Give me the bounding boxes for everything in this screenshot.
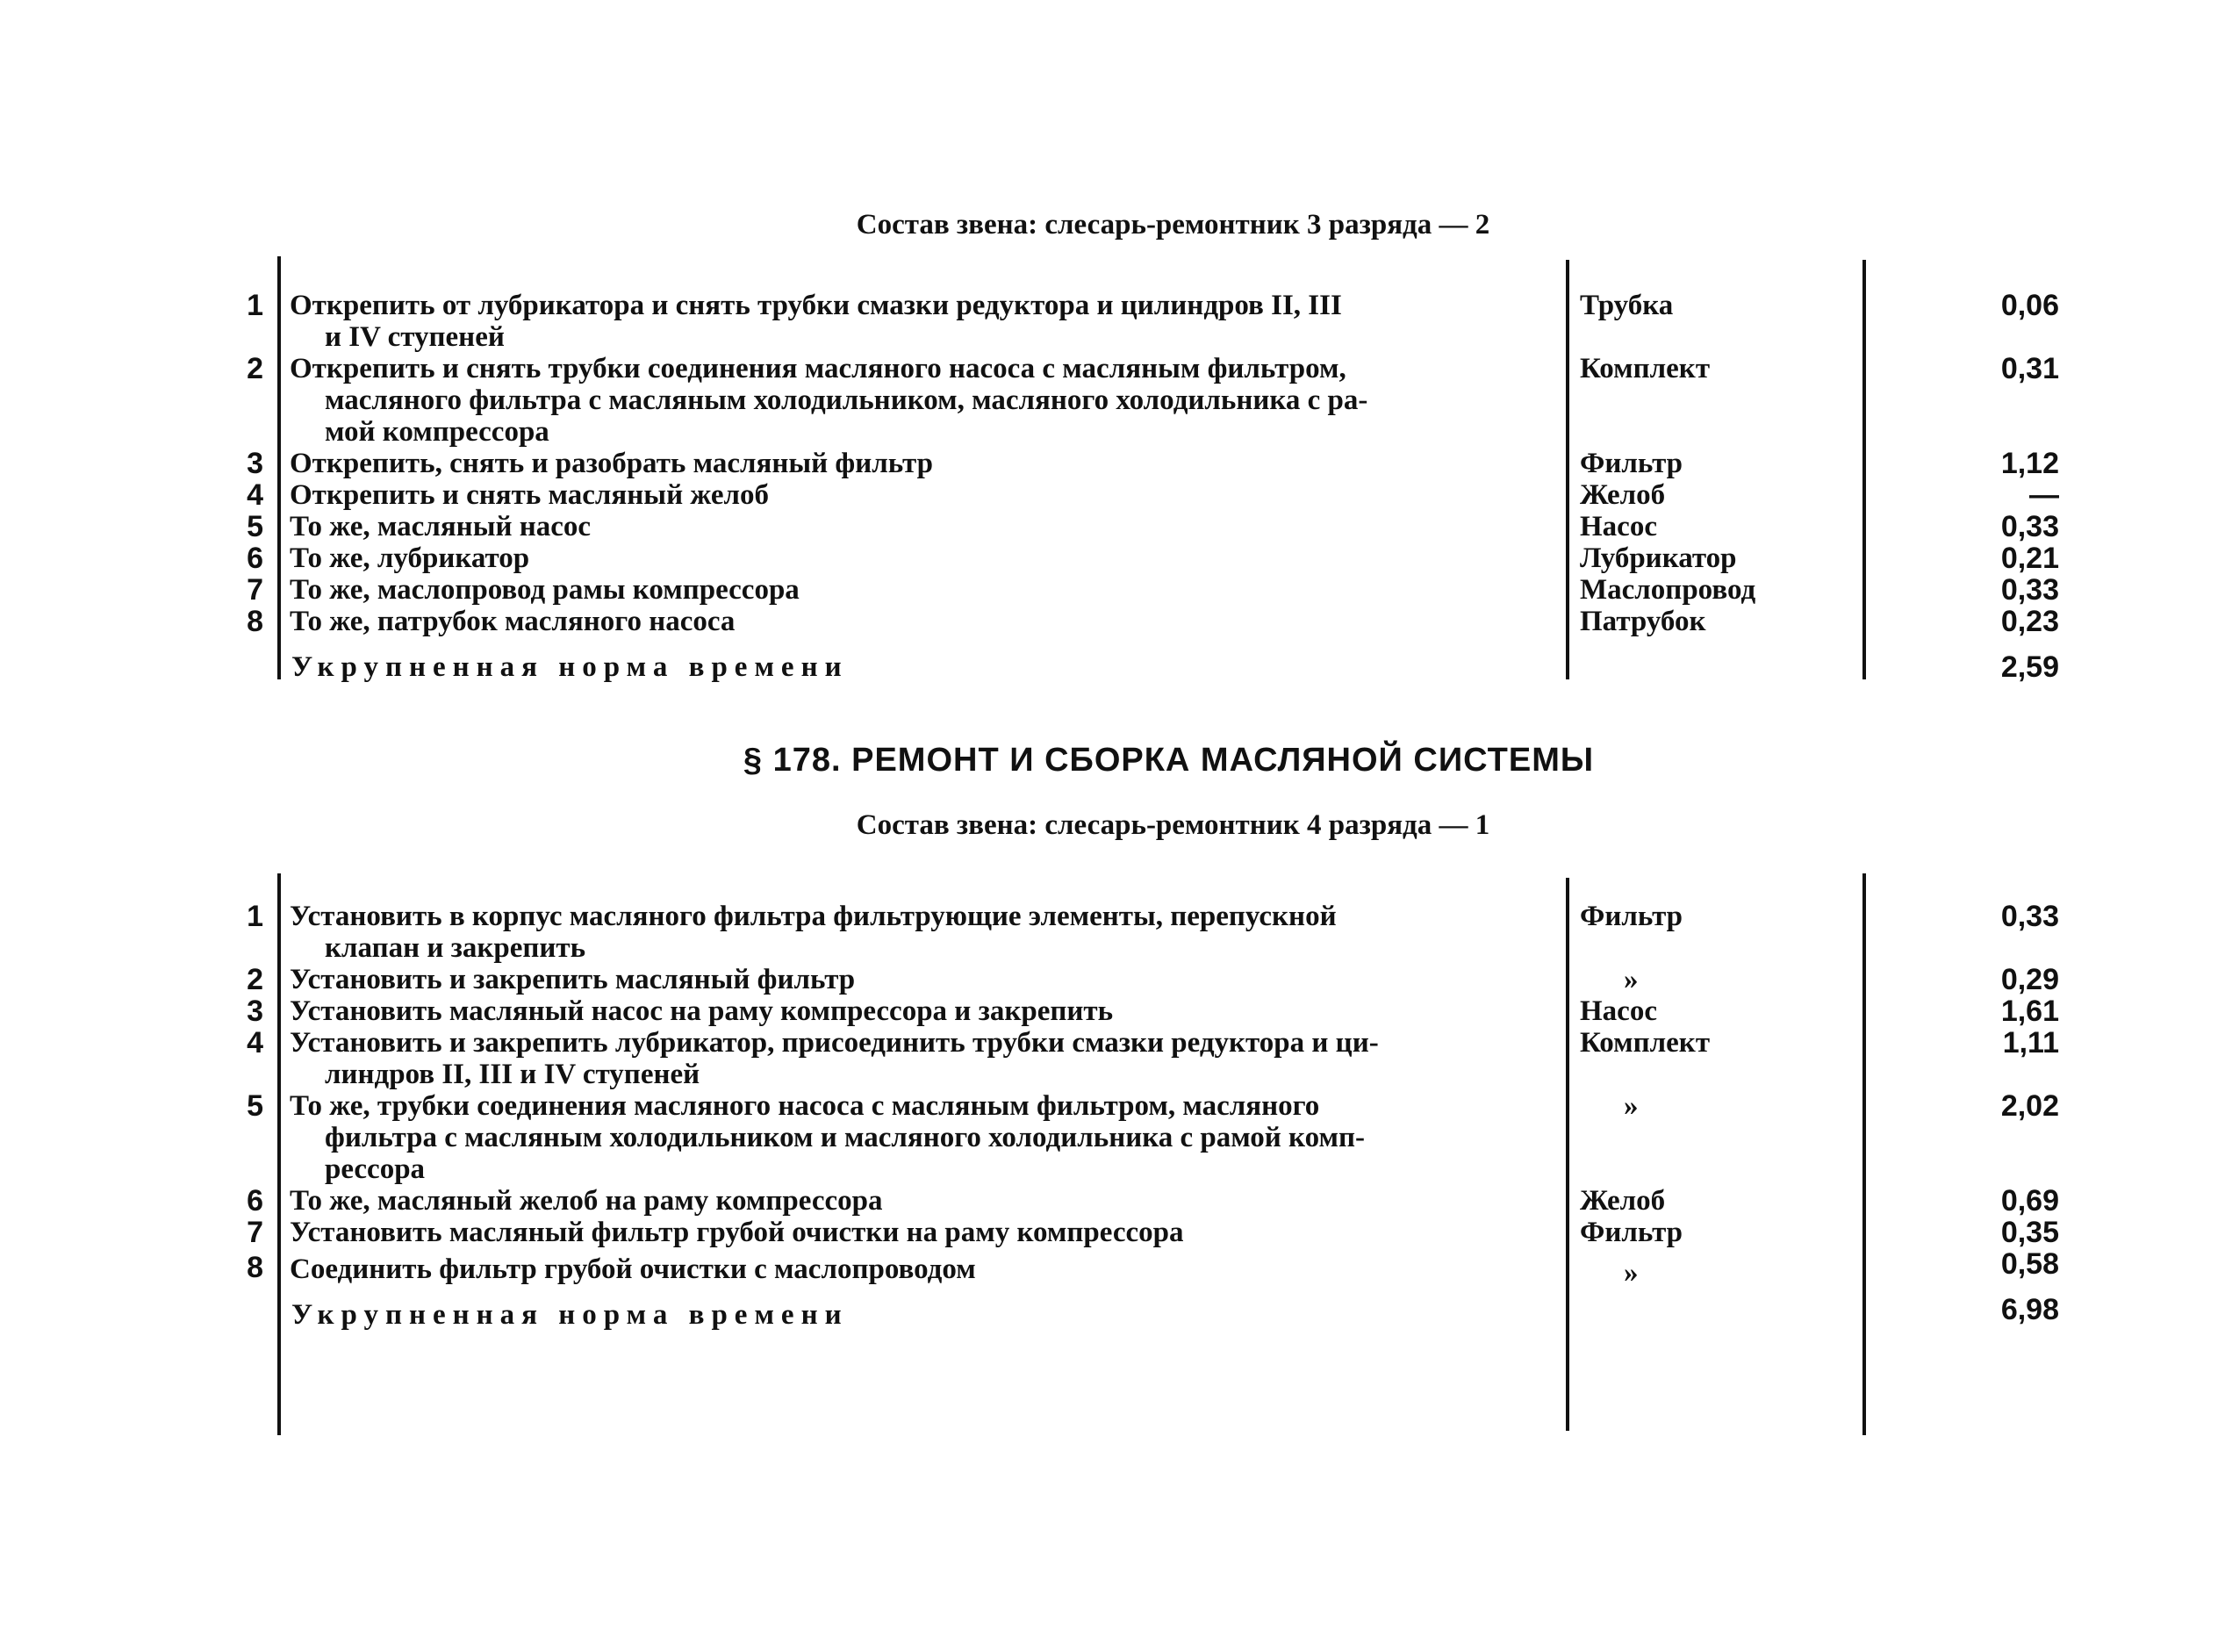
unit-cell: Желоб <box>1580 1185 1666 1217</box>
unit-cell: Комплект <box>1580 1027 1711 1059</box>
unit-cell: Фильтр <box>1580 448 1683 479</box>
row-number: 8 <box>247 605 263 638</box>
crew-composition-2: Состав звена: слесарь-ремонтник 4 разряда — 1 <box>856 809 1490 841</box>
time-value: 0,33 <box>2000 900 2059 933</box>
row-number: 3 <box>247 995 263 1028</box>
time-value: 1,11 <box>2002 1026 2059 1059</box>
operation-text: Установить масляный насос на раму компрессора и закрепить <box>290 995 1114 1027</box>
row-number: 2 <box>247 352 263 385</box>
row-number: 2 <box>247 963 263 996</box>
operation-text: Установить масляный фильтр грубой очистки на раму компрессора <box>290 1217 1184 1248</box>
operation-text: Установить в корпус масляного фильтра фильтрующие элементы, перепускной клапан и закрепить <box>290 901 1337 964</box>
operation-text: То же, масляный желоб на раму компрессора <box>290 1185 883 1217</box>
row-number: 7 <box>247 573 263 607</box>
operation-text: Открепить и снять масляный желоб <box>290 479 769 511</box>
operation-text: То же, трубки соединения масляного насоса с масляным фильтром, масляного фильтра с масляным холодильником и масляного холодильника с рамой комп- рессора <box>290 1090 1365 1185</box>
time-value: 1,61 <box>2000 995 2059 1028</box>
row-number: 1 <box>247 900 263 933</box>
section-title: § 178. РЕМОНТ И СБОРКА МАСЛЯНОЙ СИСТЕМЫ <box>743 742 1595 779</box>
ditto-mark: » <box>1624 1090 1639 1122</box>
row-number: 8 <box>247 1251 263 1284</box>
total-norm-label: Укрупненная норма времени <box>291 1299 849 1331</box>
time-value: 0,31 <box>2000 352 2059 385</box>
ditto-mark: » <box>1624 1257 1639 1289</box>
time-value: 0,33 <box>2000 573 2059 607</box>
time-value: 2,02 <box>2000 1089 2059 1123</box>
time-value: — <box>2029 478 2059 512</box>
operation-text: Соединить фильтр грубой очистки с маслопроводом <box>290 1253 976 1285</box>
row-number: 6 <box>247 1184 263 1217</box>
table1-right-rule <box>1862 260 1866 679</box>
unit-cell: Маслопровод <box>1580 574 1756 606</box>
time-value: 0,69 <box>2000 1184 2059 1217</box>
table2-left-rule <box>277 873 281 1435</box>
table2-right-rule <box>1862 873 1866 1435</box>
unit-cell: Патрубок <box>1580 606 1706 637</box>
row-number: 7 <box>247 1216 263 1249</box>
unit-cell: Желоб <box>1580 479 1666 511</box>
operation-text: То же, маслопровод рамы компрессора <box>290 574 800 606</box>
operation-text: Открепить, снять и разобрать масляный фильтр <box>290 448 933 479</box>
unit-cell: Лубрикатор <box>1580 542 1737 574</box>
unit-cell: Комплект <box>1580 353 1711 384</box>
time-value: 0,58 <box>2000 1247 2059 1281</box>
row-number: 5 <box>247 1089 263 1123</box>
total-norm-label: Укрупненная норма времени <box>291 651 849 683</box>
row-number: 5 <box>247 510 263 543</box>
unit-cell: Трубка <box>1580 290 1674 321</box>
operation-text: Открепить и снять трубки соединения масляного насоса с масляным фильтром, масляного фильтра с масляным холодильником, масляного холодильника с ра- мой компрессора <box>290 353 1368 448</box>
unit-cell: Насос <box>1580 995 1657 1027</box>
operation-text: То же, масляный насос <box>290 511 592 542</box>
unit-cell: Фильтр <box>1580 1217 1683 1248</box>
time-value: 0,29 <box>2000 963 2059 996</box>
row-number: 4 <box>247 478 263 512</box>
row-number: 6 <box>247 542 263 575</box>
table1-left-rule <box>277 256 281 679</box>
unit-cell: Фильтр <box>1580 901 1683 932</box>
operation-text: Открепить от лубрикатора и снять трубки смазки редуктора и цилиндров II, III и IV ступеней <box>290 290 1342 353</box>
row-number: 1 <box>247 289 263 322</box>
operation-text: Установить и закрепить масляный фильтр <box>290 964 856 995</box>
table1-mid-rule <box>1566 260 1569 679</box>
table2-mid-rule <box>1566 878 1569 1431</box>
time-value: 0,23 <box>2000 605 2059 638</box>
time-value: 0,33 <box>2000 510 2059 543</box>
crew-composition-1: Состав звена: слесарь-ремонтник 3 разряда — 2 <box>856 209 1490 241</box>
time-value: 0,35 <box>2000 1216 2059 1249</box>
total-norm-value: 6,98 <box>2000 1293 2059 1326</box>
ditto-mark: » <box>1624 964 1639 995</box>
operation-text: Установить и закрепить лубрикатор, присоединить трубки смазки редуктора и ци- линдров II, III и IV ступеней <box>290 1027 1379 1090</box>
row-number: 3 <box>247 447 263 480</box>
operation-text: То же, патрубок масляного насоса <box>290 606 736 637</box>
time-value: 0,06 <box>2000 289 2059 322</box>
row-number: 4 <box>247 1026 263 1059</box>
unit-cell: Насос <box>1580 511 1657 542</box>
total-norm-value: 2,59 <box>2000 650 2059 684</box>
time-value: 1,12 <box>2000 447 2059 480</box>
time-value: 0,21 <box>2000 542 2059 575</box>
operation-text: То же, лубрикатор <box>290 542 530 574</box>
